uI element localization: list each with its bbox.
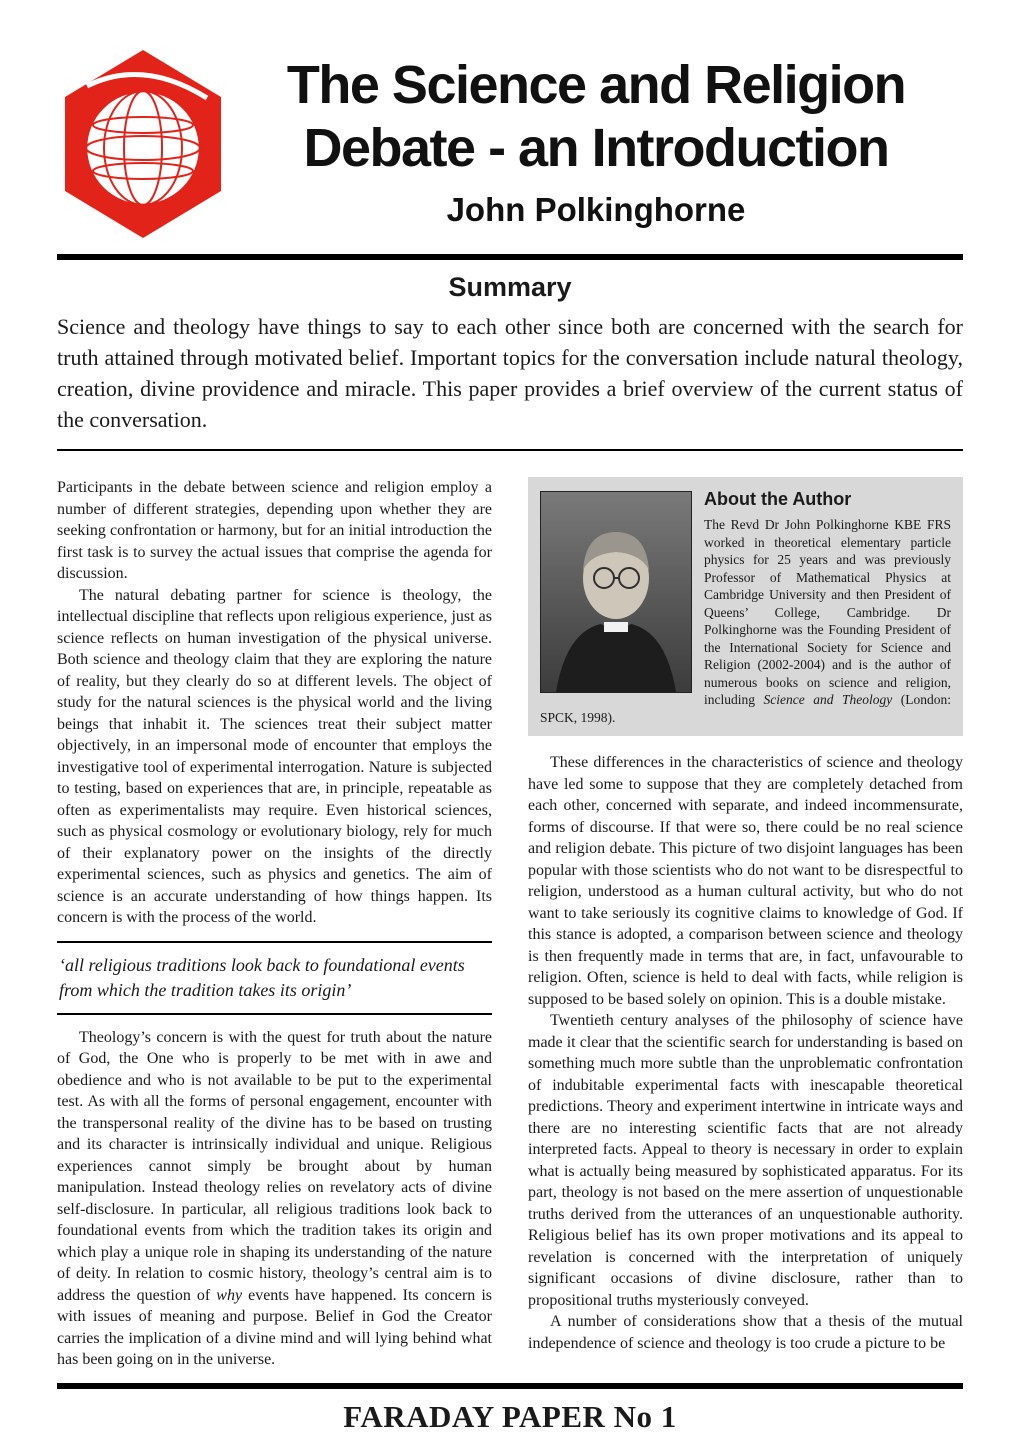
about-text-before: The Revd Dr John Polkinghorne KBE FRS worked in theoretical elementary particle physics for 25 years and was previously Professor of Mathematical Physics at Cambridge University and then President of Queens’ College, Cambridge. Dr Polkinghorne was the Founding President of the International Society for Science and Religion (2002-2004) and is the author of numerous books on science and religion, including	[704, 517, 951, 707]
left-column	[57, 477, 492, 1371]
pull-quote: ‘all religious traditions look back to foundational events from which the tradition takes its origin’	[57, 941, 492, 1015]
left-paragraph-2: The natural debating partner for science is theology, the intellectual discipline that reflects upon religious experience, just as science reflects on human investigation of the physical universe. Both science and theology claim that they are exploring the nature of reality, but they clearly do so at different levels. The object of study for the natural sciences is the physical world and the living beings that inhabit it. The sciences treat their subject matter objectively, in an impersonal mode of encounter that employs the investigative tool of experimental interrogation. Nature is subjected to testing, based on experiences that are, in principle, repeatable as often as experimentalists may require. Even historical sciences, such as physical cosmology or evolutionary biology, rely for much of their explanatory power on the insights of the directly experimental sciences, such as physics and genetics. The aim of science is an accurate understanding of how things happen. Its concern is with the process of the world.	[57, 586, 492, 926]
hexagon-globe-icon	[57, 48, 229, 240]
footer-rule	[57, 1383, 963, 1389]
left-paragraph-3-before: Theology’s concern is with the quest for truth about the nature of God, the One who is properly to be met with in awe and obedience and who is not available to be put to the experimental test. As with all the forms of personal engagement, encounter with the transpersonal reality of the divine has to be based on trusting and its character is intrinsically individual and unique. Religious experiences cannot simply be brought about by human manipulation. Instead theology relies on revelatory acts of divine self-disclosure. In particular, all religious traditions look back to foundational events from which the tradition takes its origin and which play a unique role in shaping its understanding of the nature of deity. In relation to cosmic history, theology’s central aim is to address the question of	[57, 1028, 492, 1304]
about-author-box	[528, 477, 963, 736]
about-author-heading: About the Author	[704, 489, 852, 509]
author-portrait-icon	[541, 492, 691, 692]
right-paragraph-1: These differences in the characteristics of science and theology have led some to suppose that they are completely detached from each other, concerned with separate, and indeed incommensurate, forms of discourse. If that were so, there could be no real science and religion debate. This picture of two disjoint languages has been popular with those scientists who do not want to be disrespectful to religion, understood as a human cultural activity, but who do not want to take seriously its cognitive claims to knowledge of God. If this stance is adopted, a comparison between science and theology is then frequently made in terms that are, in fact, unfavourable to religion. Often, science is held to deal with facts, while religion is supposed to be based solely on opinion. This is a double mistake.	[528, 754, 963, 1008]
right-paragraph-3: A number of considerations show that a thesis of the mutual independence of science and theology is too crude a picture to be	[528, 1313, 963, 1352]
author-name: John Polkinghorne	[446, 191, 746, 229]
summary-heading: Summary	[448, 272, 572, 302]
title-block	[229, 48, 963, 229]
left-paragraph-3	[57, 1027, 492, 1371]
header	[0, 0, 1020, 240]
about-text-book-title: Science and Theology	[763, 692, 893, 707]
page-title-line2: Debate - an Introduction	[303, 117, 889, 178]
left-paragraph-3-after: events have happened. Its concern is with issues of meaning and purpose. Belief in God the Creator carries the implication of a divine mind and will lying behind what has been going on in the universe.	[57, 1286, 493, 1368]
footer	[57, 1383, 963, 1435]
right-paragraph-2: Twentieth century analyses of the philosophy of science have made it clear that the scientific search for understanding is based on something much more subtle than the unproblematic confrontation of indubitable experimental facts with inescapable theoretical predictions. Theory and experiment intertwine in intricate ways and there are no interesting scientific facts that are not already interpreted facts. Appeal to theory is necessary in order to explain what is actually being measured by sophisticated apparatus. For its part, theology is not based on the mere assertion of unquestionable truths derived from the utterances of an unquestionable authority. Religious belief has its own proper motivations and its appeal to revelation is concerned with the interpretation of uniquely significant occasions of divine disclosure, rather than to propositional truths mysteriously conveyed.	[528, 1012, 963, 1309]
left-paragraph-3-italic-word: why	[216, 1286, 243, 1304]
summary-text: Science and theology have things to say to each other since both are concerned with the search for truth attained through motivated belief. Important topics for the conversation include natural theology, creation, divine providence and miracle. This paper provides a brief overview of the current status of the conversation.	[57, 314, 963, 432]
body-columns	[0, 451, 1020, 1371]
author-photo	[540, 491, 692, 693]
about-text-after: (London: SPCK, 1998).	[540, 692, 952, 725]
page-title-line1: The Science and Religion	[286, 55, 906, 115]
footer-title: FARADAY PAPER No 1	[343, 1399, 677, 1434]
faraday-hexagon-globe-logo	[57, 48, 229, 240]
right-column	[528, 477, 963, 1371]
header-rule	[57, 254, 963, 260]
left-paragraph-1: Participants in the debate between science and religion employ a number of different strategies, depending upon whether they are seeking confrontation or harmony, but for an initial introduction the first task is to survey the actual issues that comprise the agenda for discussion.	[57, 479, 492, 582]
